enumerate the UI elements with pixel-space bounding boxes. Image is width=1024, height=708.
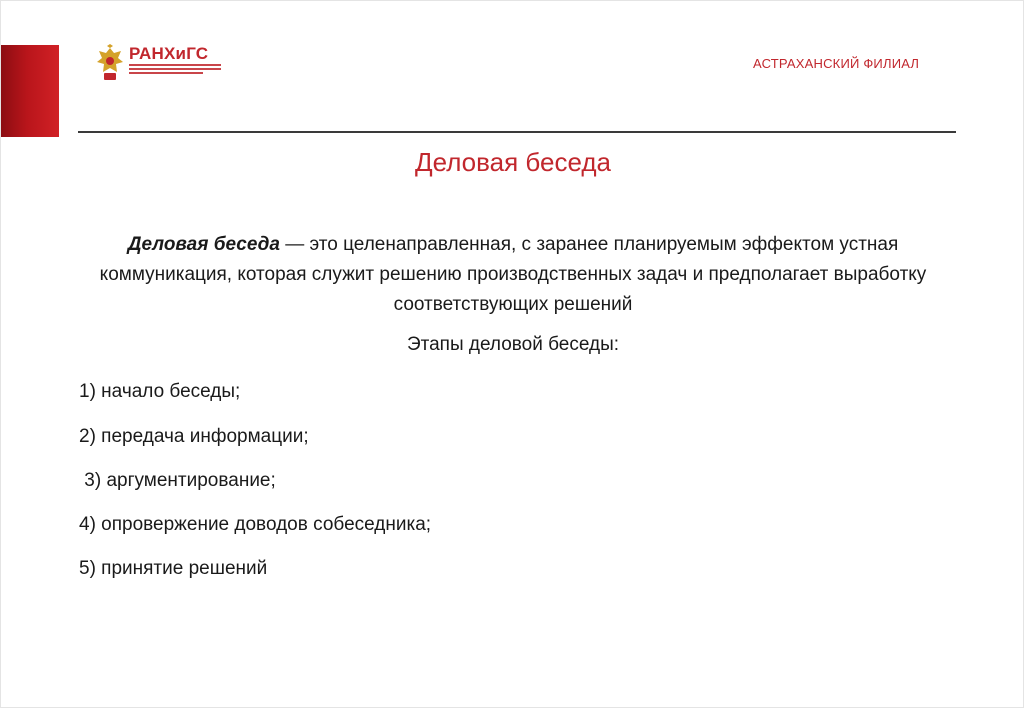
- definition-text: — это целенаправленная, с заранее планируемым эффектом устная коммуникация, которая служит решению производственных задач и предполагает выработку соответствующих решений: [99, 234, 927, 315]
- red-side-tab: [1, 45, 59, 137]
- branch-label: АСТРАХАНСКИЙ ФИЛИАЛ: [753, 56, 920, 71]
- stage-item-4: 4) опровержение доводов собеседника;: [79, 514, 432, 535]
- logo-subtitle-lines: [129, 64, 221, 76]
- stage-item-5: 5) принятие решений: [79, 558, 268, 579]
- stage-item-1: 1) начало беседы;: [79, 381, 241, 402]
- definition-term: Деловая беседа: [127, 234, 280, 255]
- header-divider: [78, 131, 956, 133]
- stage-item-2: 2) передача информации;: [79, 426, 309, 447]
- stage-item-3: 3) аргументирование;: [79, 470, 276, 491]
- ranepa-logo: [95, 44, 225, 84]
- logo-text: РАНХиГС: [129, 44, 209, 63]
- eagle-emblem-icon: [95, 44, 125, 84]
- definition-paragraph: [61, 230, 965, 320]
- slide-title: Деловая беседа: [415, 147, 611, 177]
- stages-heading: Этапы деловой беседы:: [406, 334, 620, 355]
